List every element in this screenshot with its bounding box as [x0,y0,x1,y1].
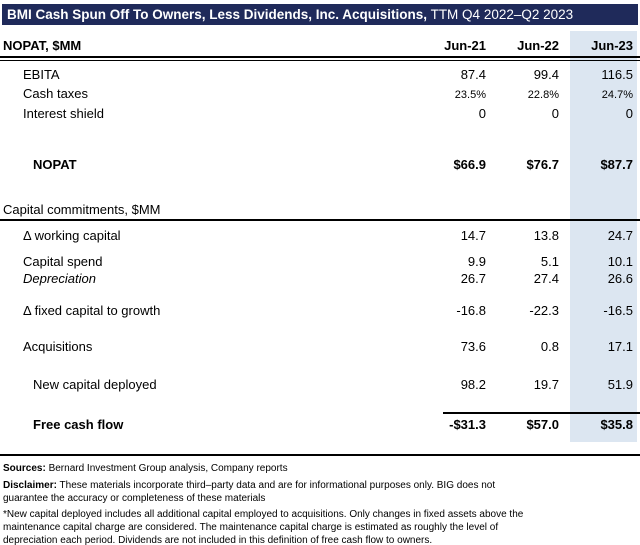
cell-value: 22.8% [527,89,559,101]
table-header-row [0,38,640,54]
row-label: Interest shield [23,106,104,121]
cell-value: 19.7 [533,377,559,392]
column-header-jun21: Jun-21 [444,38,486,53]
cell-value: $35.8 [600,417,633,432]
cell-value: -16.5 [603,303,633,318]
free-cash-flow-rule [443,412,640,414]
cell-value: 23.5% [454,89,486,101]
cell-value: $66.9 [453,157,486,172]
table-row-working-capital [0,228,640,243]
table-row-capital-spend [0,254,640,269]
table-row-new-capital-deployed [0,377,640,392]
cell-value: 0 [625,106,633,121]
cell-value: 0 [551,106,559,121]
disclaimer-label: Disclaimer: [3,480,57,491]
row-label: New capital deployed [33,377,157,392]
cell-value: 14.7 [460,228,486,243]
disclaimer-paragraph [0,479,640,505]
section-header-capital-commitments: Capital commitments, $MM [3,202,161,217]
header-label: NOPAT, $MM [3,38,82,53]
section-rule [0,219,640,221]
report-content [0,4,640,545]
title-bar [2,4,638,25]
table-row-free-cash-flow [0,417,640,432]
cell-value: 0.8 [540,339,559,354]
column-header-jun23: Jun-23 [591,38,633,53]
table-row-depreciation [0,271,640,286]
sources-label: Sources: [3,463,46,474]
row-label: Acquisitions [23,339,93,354]
table-row-fixed-capital-growth [0,303,640,318]
sources-text: Bernard Investment Group analysis, Company reports [45,463,288,474]
cell-value: 17.1 [607,339,633,354]
row-label: NOPAT [33,157,77,172]
cell-value: 13.8 [533,228,559,243]
footnote-line-3: depreciation each period. Dividends are not included in this definition of free cash flow to owners. [3,535,433,545]
cell-value: $57.0 [526,417,559,432]
row-label: EBITA [23,67,60,82]
row-label: Δ working capital [23,228,121,243]
cell-value: $76.7 [526,157,559,172]
cell-value: 26.7 [460,271,486,286]
cell-value: 0 [478,106,486,121]
disclaimer-line-2: guarantee the accuracy or completeness of these materials [3,493,266,504]
footnote-line-2: maintenance capital charge are considered. The maintenance capital charge is estimated as roughly the level of [3,522,499,533]
row-label: Δ fixed capital to growth [23,303,161,318]
cell-value: 10.1 [607,254,633,269]
sources-line [0,462,640,475]
table-row-acquisitions [0,339,640,354]
cell-value: 73.6 [460,339,486,354]
cell-value: 98.2 [460,377,486,392]
footer-rule [0,454,640,456]
cell-value: 99.4 [533,67,559,82]
table-row-ebita [0,67,640,82]
table-row-nopat-total [0,157,640,172]
cell-value: -22.3 [529,303,559,318]
cell-value: 5.1 [540,254,559,269]
row-label: Capital spend [23,254,103,269]
disclaimer-line-1 [3,479,630,492]
row-label: Free cash flow [33,417,124,432]
header-double-rule [0,56,640,61]
row-label: Cash taxes [23,86,89,101]
cell-value: 87.4 [460,67,486,82]
title-period: TTM Q4 2022–Q2 2023 [427,7,574,22]
table-row-cash-taxes [0,86,640,101]
cell-value: $87.7 [600,157,633,172]
cell-value: 51.9 [607,377,633,392]
footnote-paragraph [0,508,640,545]
cell-value: -16.8 [456,303,486,318]
disclaimer-text: These materials incorporate third–party data and are for informational purposes only. BIG does not [56,480,496,491]
row-label: Depreciation [23,271,96,286]
column-header-jun22: Jun-22 [517,38,559,53]
table-row-interest-shield [0,106,640,121]
cell-value: 27.4 [533,271,559,286]
cell-value: 24.7% [601,89,633,101]
cell-value: 116.5 [601,67,633,82]
cell-value: -$31.3 [449,417,486,432]
title-bold: BMI Cash Spun Off To Owners, Less Dividends, Inc. Acquisitions, [7,7,428,22]
cell-value: 9.9 [467,254,486,269]
cell-value: 24.7 [607,228,633,243]
footnote-line-1: *New capital deployed includes all additional capital employed to acquisitions. Only changes in fixed assets above the [3,509,524,520]
cell-value: 26.6 [607,271,633,286]
